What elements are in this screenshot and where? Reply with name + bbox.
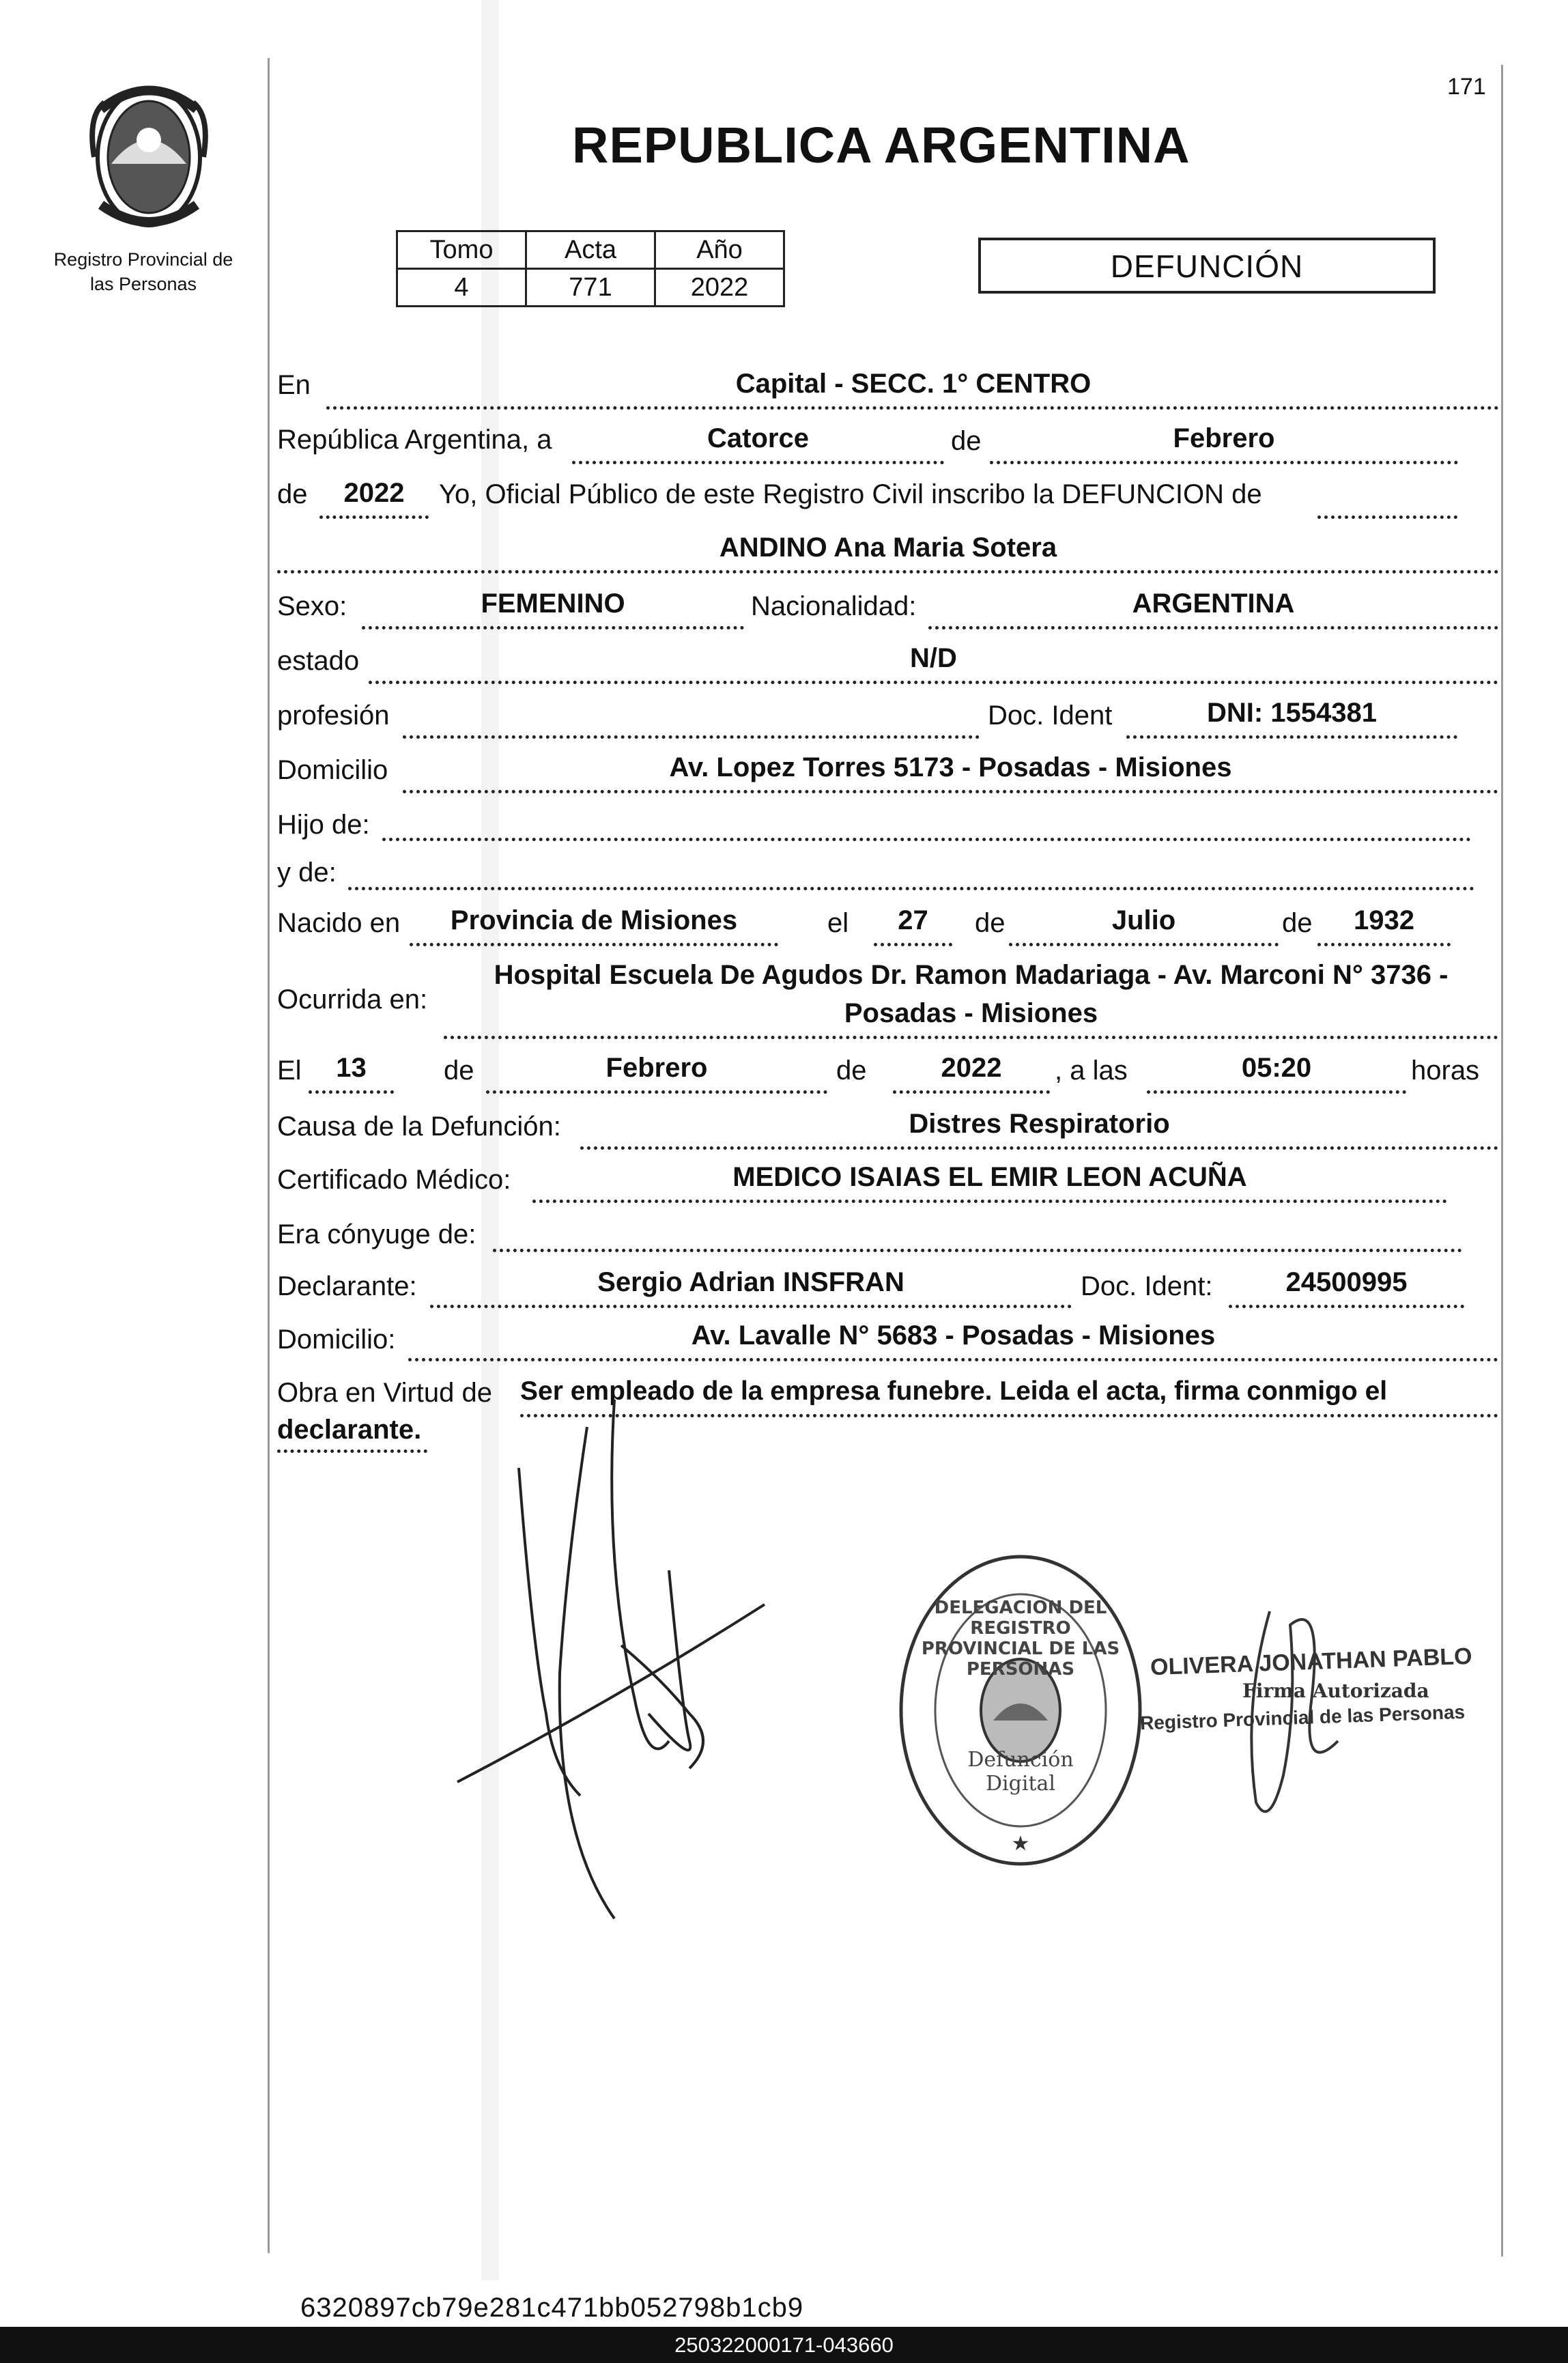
- stamp-inner-text: Defunción Digital: [967, 1748, 1074, 1796]
- registry-caption-line2: las Personas: [89, 274, 197, 294]
- birth-year-line: [1317, 943, 1451, 946]
- decl-doc-line: [1229, 1305, 1464, 1308]
- document-hash: 6320897cb79e281c471bb052798b1cb9: [300, 2293, 804, 2323]
- yde-label: y de:: [277, 858, 337, 888]
- profesion-line: [403, 735, 980, 739]
- domicilio-line: [403, 790, 1498, 793]
- stamp-outer-text: DELEGACION DEL REGISTRO PROVINCIAL DE LAS PERSONAS: [921, 1598, 1120, 1680]
- inscribe-trailing-line: [1317, 515, 1457, 519]
- nacido-en-line: [410, 943, 778, 946]
- certificado-value: MEDICO ISAIAS EL EMIR LEON ACUÑA: [732, 1162, 1247, 1192]
- registry-caption: [27, 247, 259, 296]
- place-line: [326, 406, 1499, 410]
- decl-doc-label: Doc. Ident:: [1081, 1271, 1213, 1301]
- birth-de1-label: de: [975, 908, 1006, 938]
- obra-line-2: [277, 1449, 427, 1453]
- hijo-label: Hijo de:: [277, 810, 370, 840]
- registry-index-table: [396, 230, 785, 307]
- death-day-value: 13: [336, 1053, 367, 1083]
- official-role: Firma Autorizada: [1242, 1680, 1429, 1702]
- document-title: REPUBLICA ARGENTINA: [572, 117, 1191, 173]
- official-org: Registro Provincial de las Personas: [1139, 1701, 1466, 1734]
- day-text-value: Catorce: [707, 423, 809, 453]
- death-day-line: [309, 1090, 394, 1094]
- obra-label: Obra en Virtud de: [277, 1378, 493, 1408]
- yde-line: [348, 887, 1474, 890]
- doc-ident-value: DNI: 1554381: [1206, 698, 1378, 728]
- decl-doc-value: 24500995: [1285, 1267, 1408, 1297]
- estado-label: estado: [277, 646, 360, 676]
- birth-month-value: Julio: [1111, 905, 1176, 935]
- ocurrida-line: [444, 1036, 1498, 1039]
- obra-value: Ser empleado de la empresa funebre. Leida el acta, firma conmigo el: [520, 1376, 1388, 1406]
- ocurrida-line2-value: Posadas - Misiones: [844, 998, 1098, 1028]
- death-month-value: Febrero: [605, 1053, 708, 1083]
- nacido-label: Nacido en: [277, 908, 401, 938]
- causa-line: [580, 1146, 1498, 1150]
- decl-domicilio-label: Domicilio:: [277, 1325, 396, 1355]
- day-text-line: [572, 461, 944, 464]
- anio-value: 2022: [655, 269, 784, 307]
- year-line: [319, 515, 429, 519]
- declarante-label: Declarante:: [277, 1271, 417, 1301]
- doc-ident-label: Doc. Ident: [988, 701, 1113, 731]
- conyuge-label: Era cónyuge de:: [277, 1219, 476, 1249]
- death-time-value: 05:20: [1241, 1053, 1312, 1083]
- deceased-name-line: [277, 570, 1499, 574]
- tomo-value: 4: [397, 269, 526, 307]
- left-margin-line: [268, 58, 270, 2253]
- act-type-box: DEFUNCIÓN: [978, 238, 1436, 294]
- estado-line: [369, 681, 1498, 684]
- death-time-line: [1147, 1090, 1406, 1094]
- birth-day-line: [874, 943, 952, 946]
- hijo-line: [382, 838, 1471, 841]
- year-value: 2022: [343, 478, 405, 508]
- inscribe-text: Yo, Oficial Público de este Registro Civil inscribo la DEFUNCION de: [439, 479, 1262, 509]
- page-number: 171: [1447, 74, 1486, 100]
- birth-month-line: [1009, 943, 1279, 946]
- causa-value: Distres Respiratorio: [909, 1109, 1170, 1139]
- profesion-label: profesión: [277, 701, 390, 731]
- death-de1-label: de: [444, 1056, 474, 1086]
- ocurrida-line1-value: Hospital Escuela De Agudos Dr. Ramon Madariaga - Av. Marconi N° 3736 -: [494, 960, 1449, 990]
- declarant-signature: [444, 1359, 785, 1925]
- nacionalidad-value: ARGENTINA: [1132, 589, 1295, 619]
- declarante-line: [430, 1305, 1072, 1308]
- estado-value: N/D: [910, 643, 957, 673]
- tomo-label: Tomo: [397, 231, 526, 269]
- birth-day-value: 27: [898, 905, 928, 935]
- horas-label: horas: [1411, 1056, 1480, 1086]
- deceased-name-value: ANDINO Ana Maria Sotera: [719, 533, 1057, 563]
- death-el-label: El: [277, 1056, 302, 1086]
- doc-ident-line: [1126, 735, 1457, 739]
- birth-year-value: 1932: [1354, 905, 1414, 935]
- birth-el-label: el: [827, 908, 849, 938]
- decl-domicilio-value: Av. Lavalle N° 5683 - Posadas - Misiones: [691, 1320, 1216, 1350]
- death-year-value: 2022: [941, 1053, 1002, 1083]
- acta-label: Acta: [526, 231, 655, 269]
- nacionalidad-label: Nacionalidad:: [751, 591, 917, 621]
- sexo-line: [362, 626, 744, 629]
- nacionalidad-line: [928, 626, 1498, 629]
- ocurrida-label: Ocurrida en:: [277, 985, 428, 1015]
- month-text-line: [990, 461, 1458, 464]
- province-emblem-logo: [74, 75, 224, 239]
- svg-text:★: ★: [1011, 1832, 1030, 1856]
- conyuge-line: [493, 1249, 1462, 1252]
- nacido-en-value: Provincia de Misiones: [450, 905, 738, 935]
- birth-de2-label: de: [1282, 908, 1313, 938]
- domicilio-label: Domicilio: [277, 755, 388, 785]
- certificado-line: [532, 1200, 1447, 1203]
- month-text-value: Febrero: [1173, 423, 1275, 453]
- year-de-label: de: [277, 479, 308, 509]
- certificado-label: Certificado Médico:: [277, 1165, 511, 1195]
- sexo-value: FEMENINO: [481, 589, 625, 619]
- alas-label: , a las: [1055, 1056, 1128, 1086]
- death-de2-label: de: [836, 1056, 867, 1086]
- barcode-strip: 250322000171-043660: [0, 2327, 1568, 2363]
- domicilio-value: Av. Lopez Torres 5173 - Posadas - Misiones: [669, 752, 1232, 782]
- obra-value-2: declarante.: [277, 1415, 422, 1445]
- day-de-label: de: [951, 426, 982, 456]
- declarante-value: Sergio Adrian INSFRAN: [597, 1267, 904, 1297]
- causa-label: Causa de la Defunción:: [277, 1112, 561, 1142]
- en-label: En: [277, 370, 311, 400]
- official-name: OLIVERA JONATHAN PABLO: [1150, 1643, 1473, 1681]
- sexo-label: Sexo:: [277, 591, 347, 621]
- death-year-line: [893, 1090, 1050, 1094]
- acta-value: 771: [526, 269, 655, 307]
- anio-label: Año: [655, 231, 784, 269]
- right-margin-line: [1501, 65, 1503, 2256]
- place-value: Capital - SECC. 1° CENTRO: [735, 369, 1092, 399]
- registry-caption-line1: Registro Provincial de: [53, 249, 233, 270]
- republica-label: República Argentina, a: [277, 425, 552, 455]
- death-month-line: [486, 1090, 827, 1094]
